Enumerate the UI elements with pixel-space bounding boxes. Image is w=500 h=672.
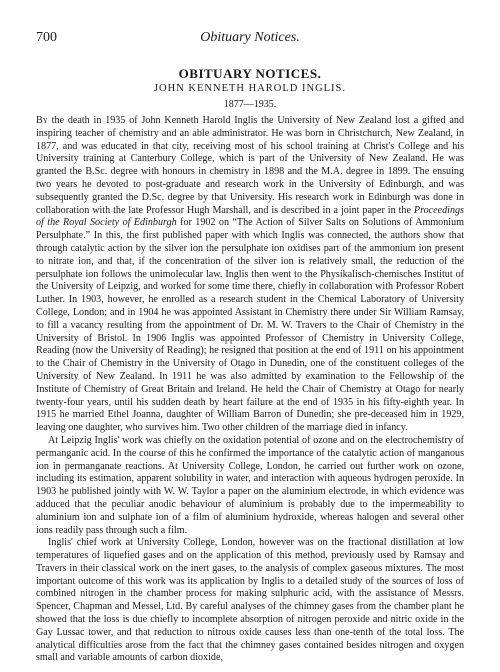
paragraph-1-text-b: for 1902 on “The Action of Silver Salts on Solutions of Ammonium Persulphate.” In this, the first published paper with which Inglis was connected, the authors show that through catalytic action by the silver ion the persulphate ion oxidises part of the ammonium ion present to nitrate ion, and that, if the concentration of the silver ion is relatively small, the reduction of the persulphate ion follows the unimolecular law. Inglis then went to the Physikalisch-chemisches Institut of the University of Leipzig, and worked for some time there, chiefly in collaboration with Professor Robert Luther. In 1903, however, he enrolled as a research student in the Chemical Laboratory of University College, London; and in 1904 he was appointed Assistant in Chemistry there under Sir William Ramsay, to fill a vacancy resulting from the appointment of Dr. M. W. Travers to the Chair of Chemistry in the University of Bristol. In 1906 Inglis was appointed Professor of Chemistry in University College, Reading (now the University of Reading); he resigned that position at the end of 1911 on his appointment to the Chair of Chemistry in the University of Otago in Dunedin, one of the constituent colleges of the University of New Zealand. In 1911 he was also admitted by examination to the Fellowship of the Institute of Chemistry of Great Britain and Ireland. He held the Chair of Chemistry at Otago for nearly twenty-four years, until his sudden death by heart failure at the end of 1935 in his fifty-eighth year. In 1915 he married Ethel Joanna, daughter of William Barron of Dunedin; she pre-deceased him in 1929, leaving one daughter, who survives him. Two other children of the marriage died in infancy. [36, 217, 464, 434]
journal-title: Proceedings of the Royal Society of Edinburgh [36, 204, 464, 229]
page-number: 700 [36, 30, 57, 45]
opening-word: By [36, 115, 48, 126]
paragraph-1-text-a: the death in 1935 of John Kenneth Harold Inglis the University of New Zealand lost a gifted and inspiring teacher of chemistry and an able administrator. He was born in Christchurch, New Zealand, in 1877, and was educated in that city, receiving most of his school training at Christ's College and his University training at Canterbury College, which is part of the University of New Zealand. He was granted the B.Sc. degree with honours in chemistry in 1898 and the M.A. degree in 1899. The ensuing two years he devoted to post-graduate and research work in the University of Edinburgh, and was subsequently granted the D.Sc. degree by that University. His research work in Edinburgh was done in collaboration with the late Professor Hugh Marshall, and is described in a joint paper in the [36, 115, 464, 216]
paragraph-3: Inglis' chief work at University College, London, however was on the fractional distillation at low temperatures of liquefied gases and on the application of this method, previously used by Ramsay and Travers in their classical work on the inert gases, to the analysis of complex gaseous mixtures. The most important outcome of this work was its application by Inglis to a detailed study of the sources of loss of combined nitrogen in the chamber process for making sulphuric acid, with the assistance of Messrs. Spencer, Chapman and Messel, Ltd. By careful analyses of the chimney gases from the chamber plant he showed that the loss is due chiefly to incomplete absorption of nitrogen peroxide and nitric oxide in the Gay Lussac tower, and that reduction to nitrous oxide causes less than one-tenth of the total loss. The analytical difficulties arose from the fact that the chimney gases contained besides nitrogen and oxygen small and variable amounts of carbon dioxide, [36, 537, 464, 664]
running-title: Obituary Notices. [200, 30, 300, 45]
paragraph-1 [36, 115, 464, 435]
running-head [36, 30, 464, 48]
life-dates: 1877—1935. [223, 99, 277, 110]
paragraph-2: At Leipzig Inglis' work was chiefly on the oxidation potential of ozone and on the electrochemistry of permanganic acid. In the course of this he confirmed the importance of the catalytic action of manganous ion in permanganate reactions. At University College, London, he carried out further work on ozone, including its estimation, apparent solubility in water, and interaction with aqueous hydrogen peroxide. In 1903 he published jointly with W. W. Taylor a paper on the aluminium electrode, in which evidence was adduced that the peculiar anodic behaviour of aluminium is probably due to the impermeability to aluminium ion and sulphate ion of a film of aluminium hydroxide, whereas halogen and several other ions readily pass through such a film. [36, 434, 464, 536]
article-body [36, 115, 464, 665]
obituary-subject-name: JOHN KENNETH HAROLD INGLIS. [153, 83, 347, 94]
section-title: OBITUARY NOTICES. [178, 66, 322, 81]
